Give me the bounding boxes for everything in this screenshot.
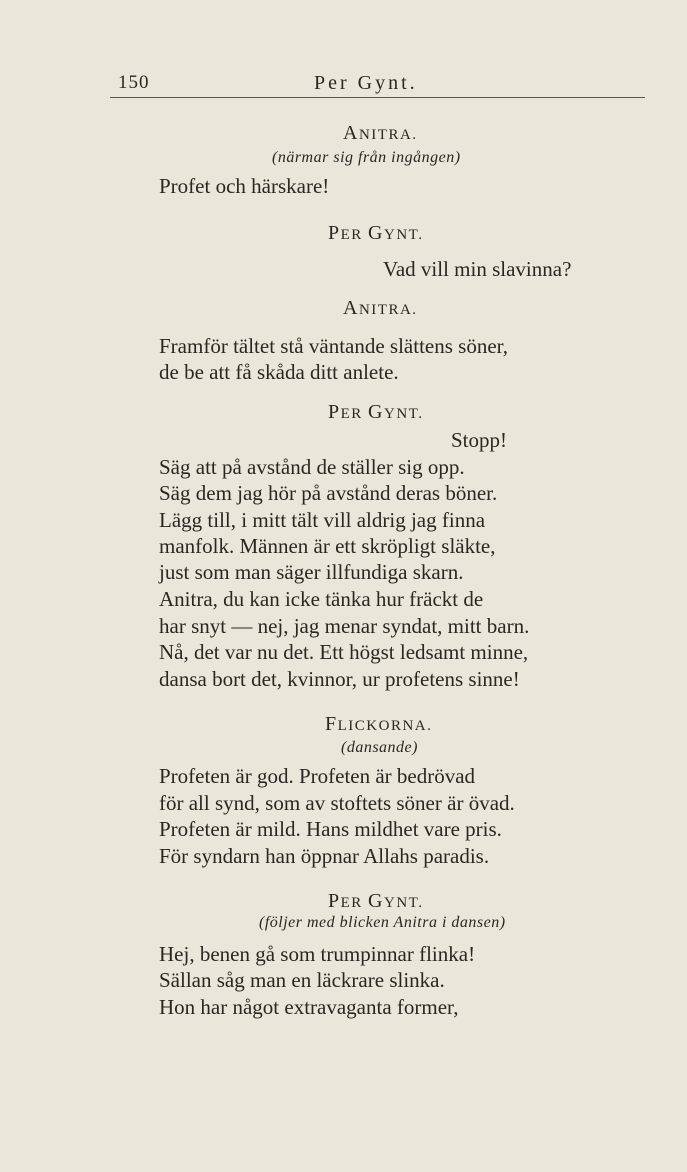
verse-line: Vad vill min slavinna? <box>383 257 572 281</box>
verse-line: Stopp! <box>451 428 508 452</box>
verse-line: Nå, det var nu det. Ett högst ledsamt minne, <box>159 640 529 664</box>
stage-direction: (följer med blicken Anitra i dansen) <box>259 914 506 931</box>
speaker-per-gynt: PER GYNT. <box>328 890 424 912</box>
verse-line: har snyt — nej, jag menar syndat, mitt barn. <box>159 614 530 638</box>
verse-line: Profeten är god. Profeten är bedrövad <box>159 764 476 788</box>
speaker-flickorna: FLICKORNA. <box>325 713 433 735</box>
verse-line: Lägg till, i mitt tält vill aldrig jag finna <box>159 508 486 532</box>
verse-line: just som man säger illfundiga skarn. <box>159 560 464 584</box>
speaker-per-gynt: PER GYNT. <box>328 401 424 423</box>
verse-line: manfolk. Männen är ett skröpligt släkte, <box>159 534 496 558</box>
speaker-per-gynt: PER GYNT. <box>328 222 424 244</box>
verse-line: Säg dem jag hör på avstånd deras böner. <box>159 481 498 505</box>
verse-line: för all synd, som av stoftets söner är övad. <box>159 791 515 815</box>
verse-line: Profet och härskare! <box>159 174 330 198</box>
stage-direction: (dansande) <box>341 739 418 756</box>
verse-line: Profeten är mild. Hans mildhet vare pris. <box>159 817 502 841</box>
verse-line: Anitra, du kan icke tänka hur fräckt de <box>159 587 484 611</box>
page-number: 150 <box>118 72 150 93</box>
header-rule <box>110 97 645 98</box>
running-title: Per Gynt. <box>314 72 418 94</box>
verse-line: Hon har något extravaganta former, <box>159 995 459 1019</box>
verse-line: Hej, benen gå som trumpinnar flinka! <box>159 942 476 966</box>
verse-line: För syndarn han öppnar Allahs paradis. <box>159 844 490 868</box>
verse-line: Sällan såg man en läckrare slinka. <box>159 968 445 992</box>
verse-line: Framför tältet stå väntande slättens söner, <box>159 334 509 358</box>
verse-line: dansa bort det, kvinnor, ur profetens sinne! <box>159 667 520 691</box>
speaker-anitra: ANITRA. <box>343 122 418 144</box>
speaker-anitra: ANITRA. <box>343 297 418 319</box>
stage-direction: (närmar sig från ingången) <box>272 149 461 166</box>
verse-line: Säg att på avstånd de ställer sig opp. <box>159 455 465 479</box>
verse-line: de be att få skåda ditt anlete. <box>159 360 399 384</box>
